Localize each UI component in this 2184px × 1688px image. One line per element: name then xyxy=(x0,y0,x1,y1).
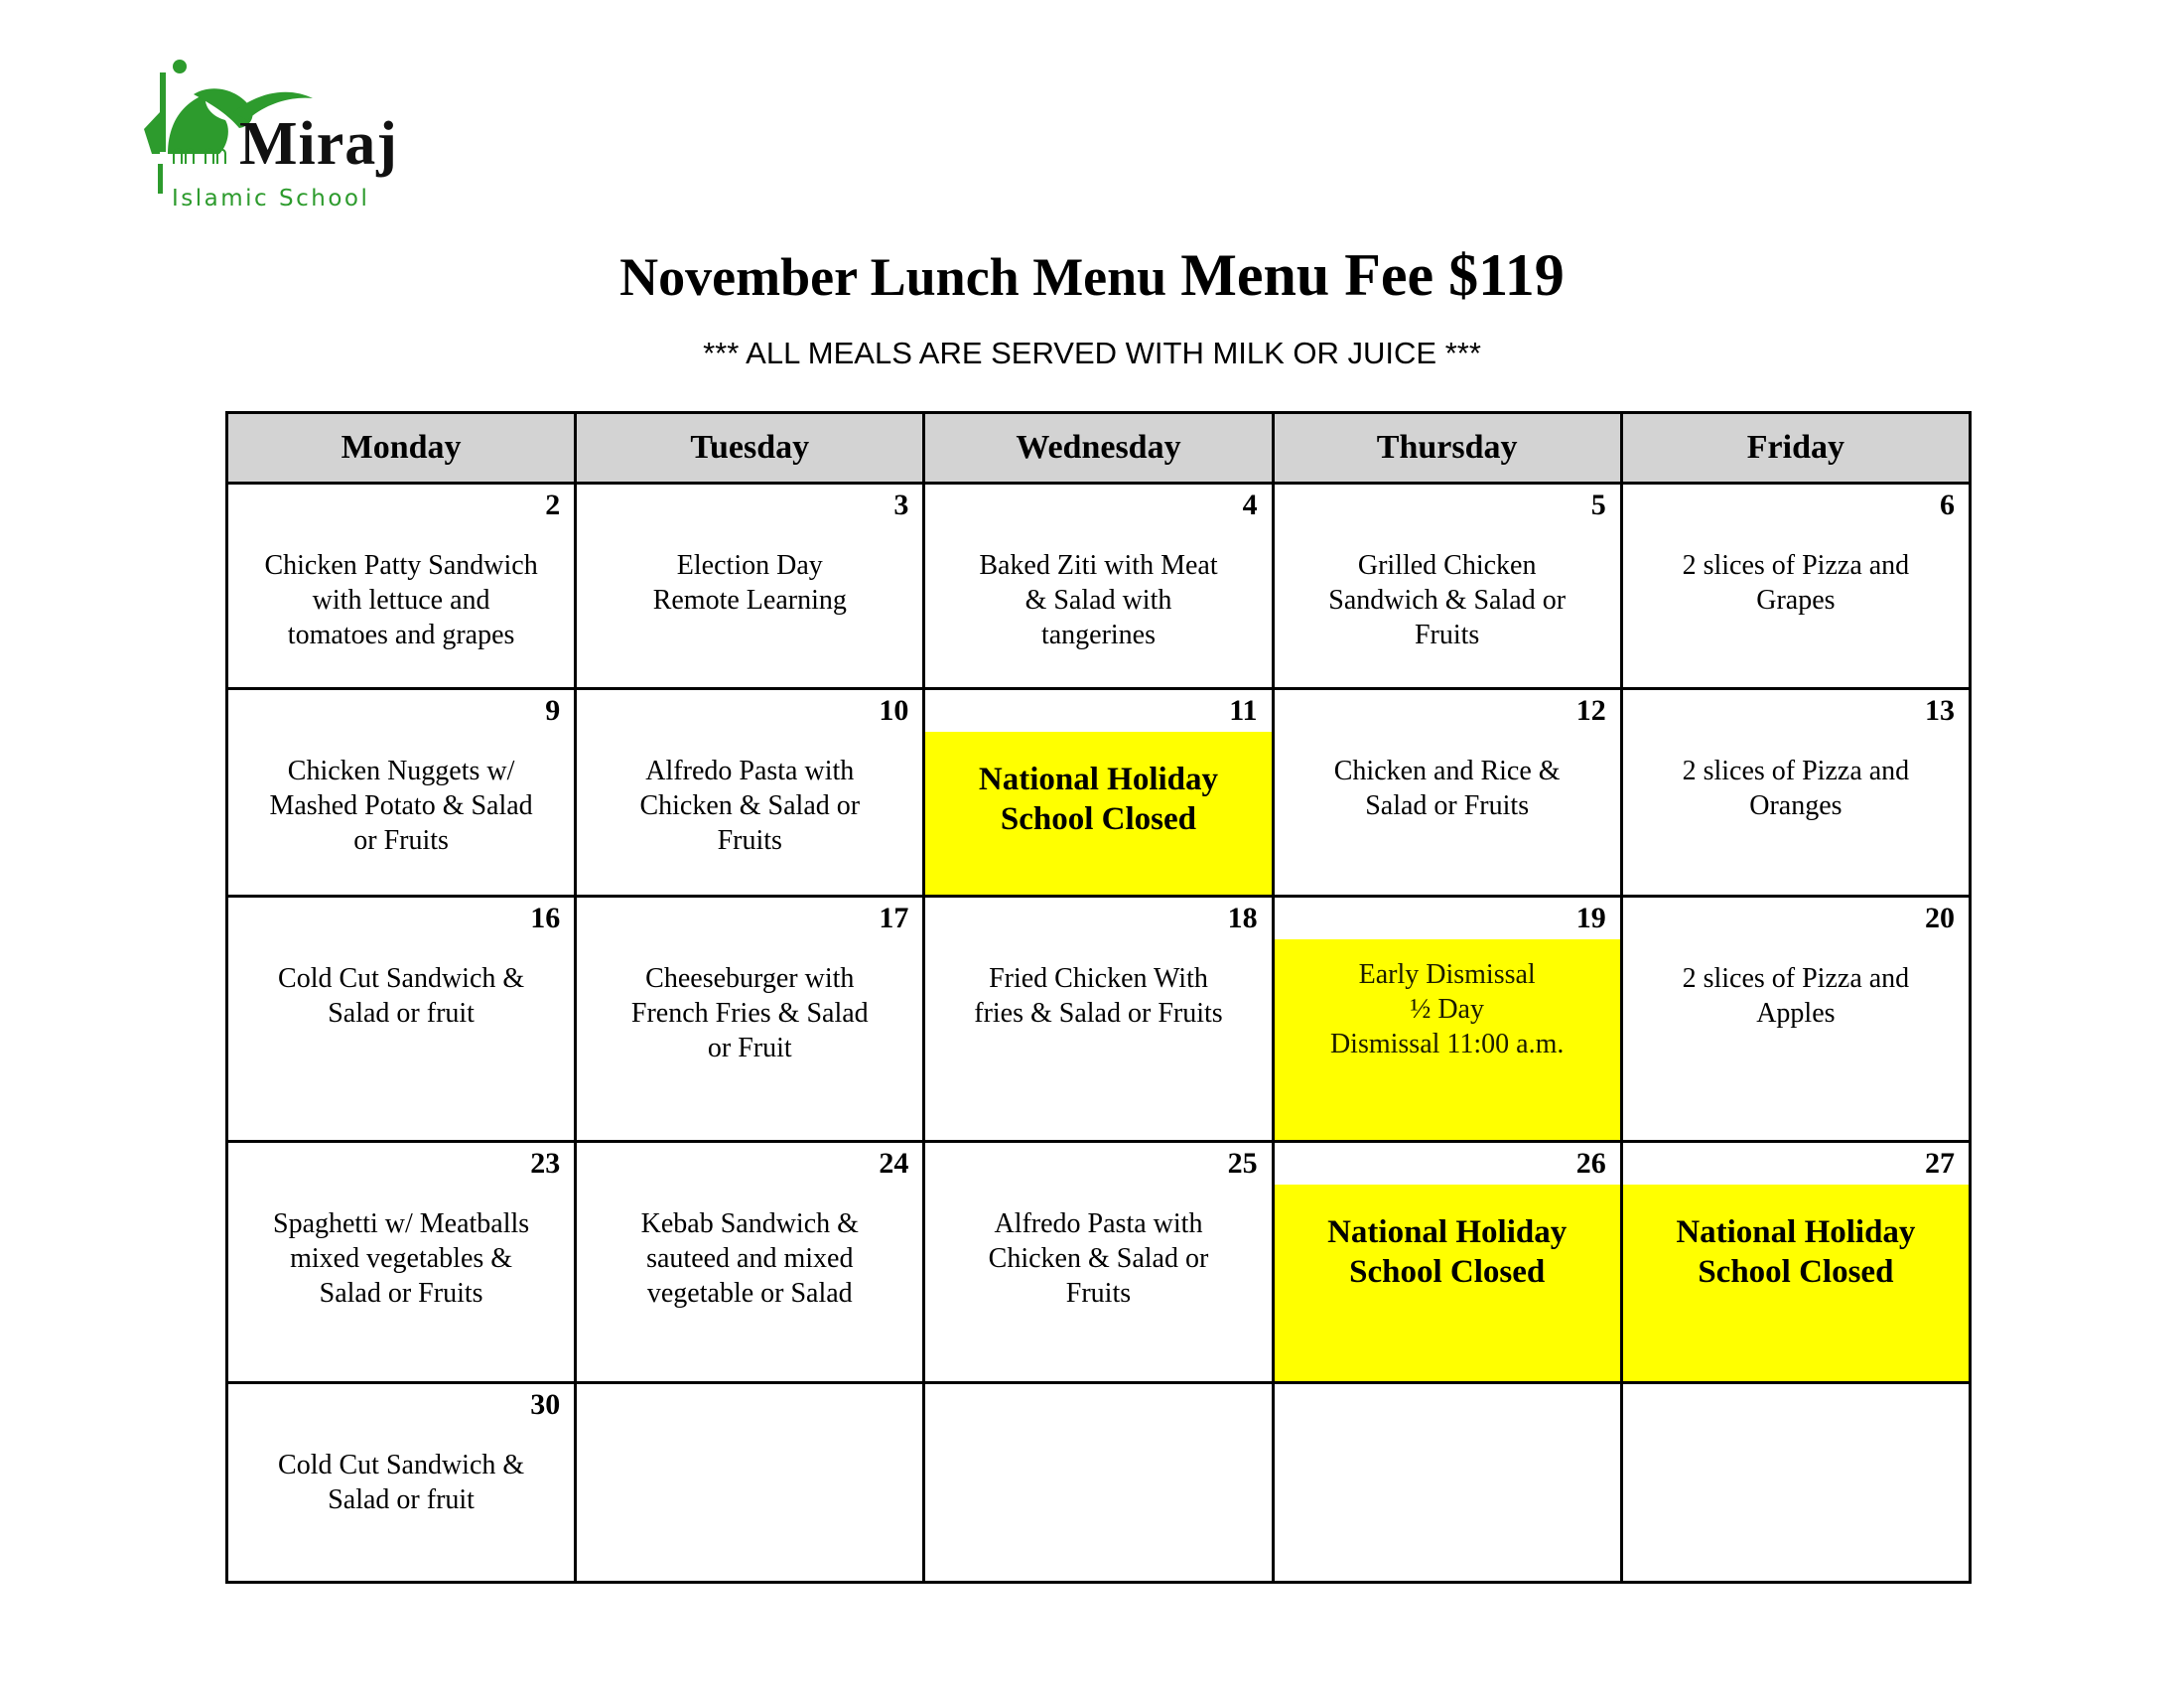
day-cell xyxy=(227,1383,576,1583)
day-cell-content xyxy=(577,1384,922,1581)
meal-description: Kebab Sandwich & sauteed and mixed vegetable or Salad xyxy=(640,1208,859,1309)
day-cell xyxy=(227,484,576,689)
weekday-header: Thursday xyxy=(1273,413,1621,484)
weekday-header: Tuesday xyxy=(576,413,924,484)
day-cell-content xyxy=(228,690,574,895)
day-cell xyxy=(924,689,1273,897)
page-title xyxy=(0,241,2184,310)
day-cell-content xyxy=(1623,485,1969,687)
day-number: 23 xyxy=(530,1147,561,1180)
day-cell xyxy=(1273,689,1621,897)
meal-description: Chicken Patty Sandwich with lettuce and tomatoes and grapes xyxy=(264,550,538,650)
meal-description: Grilled Chicken Sandwich & Salad or Fruits xyxy=(1328,550,1567,650)
day-cell-content xyxy=(1623,898,1969,1140)
menu-fee: Menu Fee $119 xyxy=(1180,242,1565,308)
day-cell-content xyxy=(228,1384,574,1581)
day-cell-content xyxy=(925,485,1271,687)
day-number: 24 xyxy=(879,1147,909,1180)
day-cell xyxy=(1621,484,1970,689)
day-cell xyxy=(1621,897,1970,1142)
day-number: 18 xyxy=(1227,902,1258,934)
meal-description: Alfredo Pasta with Chicken & Salad or Fruits xyxy=(639,756,861,856)
day-number: 25 xyxy=(1227,1147,1258,1180)
day-number: 26 xyxy=(1575,1147,1606,1180)
meal-description: Election Day Remote Learning xyxy=(652,550,847,616)
day-cell xyxy=(1273,897,1621,1142)
week-row xyxy=(227,1142,1971,1383)
meal-description: Chicken and Rice & Salad or Fruits xyxy=(1333,756,1561,821)
day-cell-content xyxy=(925,690,1271,895)
school-logo xyxy=(144,55,398,218)
day-cell xyxy=(227,1142,576,1383)
week-row xyxy=(227,689,1971,897)
day-cell xyxy=(1273,1383,1621,1583)
day-cell xyxy=(576,484,924,689)
day-number: 17 xyxy=(879,902,909,934)
meal-description xyxy=(577,1422,922,1448)
day-number: 2 xyxy=(545,489,561,521)
day-cell xyxy=(1273,484,1621,689)
day-number xyxy=(1275,1384,1620,1422)
meal-description: Spaghetti w/ Meatballs mixed vegetables & Salad or Fruits xyxy=(273,1208,530,1309)
day-cell xyxy=(576,897,924,1142)
day-cell-content xyxy=(1275,485,1620,687)
weekday-header: Wednesday xyxy=(924,413,1273,484)
day-cell xyxy=(227,689,576,897)
day-number: 10 xyxy=(879,694,909,727)
logo-subtitle: Islamic School xyxy=(172,186,370,211)
day-cell xyxy=(576,1383,924,1583)
weekday-header-row xyxy=(227,413,1971,484)
day-number: 4 xyxy=(1242,489,1258,521)
day-number xyxy=(577,1384,922,1422)
meal-description: Baked Ziti with Meat & Salad with tangerines xyxy=(979,550,1218,650)
week-row xyxy=(227,897,1971,1142)
day-cell-content xyxy=(1623,1384,1969,1581)
day-cell xyxy=(576,1142,924,1383)
page-subtitle: *** ALL MEALS ARE SERVED WITH MILK OR JUICE *** xyxy=(703,336,1481,370)
day-cell-content xyxy=(1275,1384,1620,1581)
day-number xyxy=(925,1384,1271,1422)
logo-name: Miraj xyxy=(239,110,398,178)
holiday-text: National Holiday School Closed xyxy=(1327,1214,1568,1290)
day-number: 11 xyxy=(1229,694,1258,727)
day-cell-content xyxy=(228,485,574,687)
meal-description: 2 slices of Pizza and Apples xyxy=(1682,963,1910,1029)
day-cell-content xyxy=(1275,1143,1620,1381)
week-row xyxy=(227,1383,1971,1583)
day-cell xyxy=(227,897,576,1142)
day-cell xyxy=(1621,1383,1970,1583)
day-cell xyxy=(924,897,1273,1142)
menu-title: November Lunch Menu xyxy=(619,247,1167,307)
day-cell-content xyxy=(1623,1143,1969,1381)
meal-description: Alfredo Pasta with Chicken & Salad or Fruits xyxy=(988,1208,1209,1309)
day-cell xyxy=(924,484,1273,689)
day-cell xyxy=(576,689,924,897)
holiday-text: National Holiday School Closed xyxy=(978,762,1219,837)
day-cell-content xyxy=(1623,690,1969,895)
meal-description: Cold Cut Sandwich & Salad or fruit xyxy=(278,963,525,1029)
day-cell-content xyxy=(228,898,574,1140)
weekday-header: Monday xyxy=(227,413,576,484)
day-cell-content xyxy=(925,1143,1271,1381)
meal-description xyxy=(925,1422,1271,1448)
day-cell xyxy=(1273,1142,1621,1383)
day-cell-content xyxy=(577,690,922,895)
meal-description xyxy=(1623,1422,1969,1448)
meal-description: Cheeseburger with French Fries & Salad or Fruit xyxy=(630,963,869,1063)
holiday-text: National Holiday School Closed xyxy=(1676,1214,1916,1290)
day-number: 9 xyxy=(545,694,561,727)
day-number: 13 xyxy=(1925,694,1955,727)
early-dismissal-text: Early Dismissal ½ Day Dismissal 11:00 a.m. xyxy=(1329,959,1565,1059)
lunch-calendar xyxy=(225,411,1972,1584)
day-cell-content xyxy=(1275,898,1620,1140)
meal-description: Chicken Nuggets w/ Mashed Potato & Salad or Fruits xyxy=(269,756,533,856)
day-number: 5 xyxy=(1590,489,1606,521)
day-number: 16 xyxy=(530,902,561,934)
day-cell-content xyxy=(925,1384,1271,1581)
day-number: 6 xyxy=(1940,489,1955,521)
day-cell xyxy=(924,1142,1273,1383)
day-cell-content xyxy=(228,1143,574,1381)
meal-description xyxy=(1275,1422,1620,1448)
day-number: 27 xyxy=(1925,1147,1955,1180)
weekday-header: Friday xyxy=(1621,413,1970,484)
day-cell xyxy=(924,1383,1273,1583)
day-cell xyxy=(1621,689,1970,897)
day-number xyxy=(1623,1384,1969,1422)
week-row xyxy=(227,484,1971,689)
day-number: 19 xyxy=(1575,902,1606,934)
meal-description: 2 slices of Pizza and Oranges xyxy=(1682,756,1910,821)
meal-description: Cold Cut Sandwich & Salad or fruit xyxy=(278,1450,525,1515)
day-number: 3 xyxy=(893,489,909,521)
day-cell-content xyxy=(925,898,1271,1140)
day-number: 30 xyxy=(530,1388,561,1421)
meal-description: 2 slices of Pizza and Grapes xyxy=(1682,550,1910,616)
day-cell xyxy=(1621,1142,1970,1383)
day-cell-content xyxy=(577,1143,922,1381)
day-cell-content xyxy=(1275,690,1620,895)
day-cell-content xyxy=(577,898,922,1140)
day-number: 12 xyxy=(1575,694,1606,727)
day-cell-content xyxy=(577,485,922,687)
meal-description: Fried Chicken With fries & Salad or Fruits xyxy=(974,963,1223,1029)
day-number: 20 xyxy=(1925,902,1955,934)
